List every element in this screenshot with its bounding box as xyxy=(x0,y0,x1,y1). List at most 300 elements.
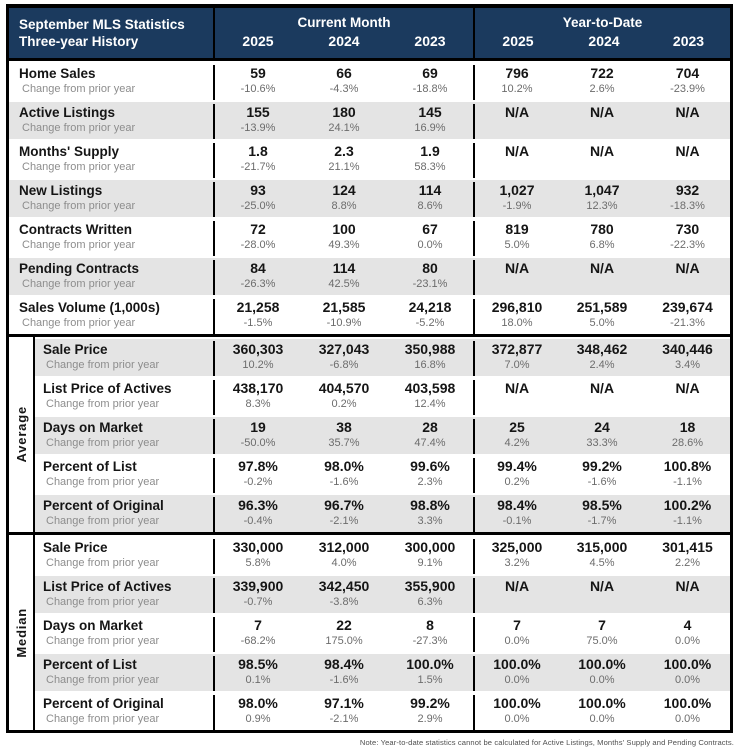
change-value: 10.2% xyxy=(501,83,533,95)
stat-value: 730 xyxy=(675,221,700,237)
stat-value: 99.2% xyxy=(410,695,450,711)
value-cell xyxy=(215,497,301,532)
value-cell xyxy=(645,539,730,574)
stat-value: 98.8% xyxy=(410,497,450,513)
stat-value: 18 xyxy=(679,419,696,435)
value-cell xyxy=(473,182,559,217)
group-rows xyxy=(35,337,730,532)
value-cell xyxy=(387,260,473,295)
value-cell xyxy=(301,695,387,730)
stat-value: 98.5% xyxy=(238,656,278,672)
row-label: Days on Market xyxy=(43,420,143,435)
row-label-cell xyxy=(9,221,215,256)
value-cell xyxy=(387,578,473,613)
year-to-date-years xyxy=(475,33,730,49)
change-value: -0.1% xyxy=(502,515,532,527)
row-label-cell xyxy=(9,65,215,100)
stat-value: N/A xyxy=(675,260,700,276)
table-header xyxy=(9,8,730,61)
group-average xyxy=(9,334,730,532)
change-value: -26.3% xyxy=(240,278,276,290)
value-cell xyxy=(215,260,301,295)
stat-value: 360,303 xyxy=(232,341,284,357)
change-from-prior-year-label: Change from prior year xyxy=(46,674,160,686)
stat-value: 796 xyxy=(505,65,529,81)
value-cell xyxy=(559,695,645,730)
value-cell xyxy=(215,458,301,493)
year-to-date-title: Year-to-Date xyxy=(562,15,643,30)
stat-value: 100 xyxy=(332,221,356,237)
change-value: 0.0% xyxy=(589,713,615,725)
stat-value: 348,462 xyxy=(576,341,628,357)
stat-value: 2.3 xyxy=(334,143,354,159)
stat-row xyxy=(35,493,730,532)
change-value: 12.3% xyxy=(586,200,618,212)
change-value: -1.5% xyxy=(243,317,273,329)
value-cell xyxy=(473,260,559,295)
change-value: 0.0% xyxy=(589,674,615,686)
change-value: -68.2% xyxy=(240,635,276,647)
change-value: -0.2% xyxy=(243,476,273,488)
report-title-line2: Three-year History xyxy=(19,34,139,49)
group-rows xyxy=(35,535,730,730)
value-cell xyxy=(301,143,387,178)
value-cell xyxy=(473,380,559,415)
change-value: 42.5% xyxy=(328,278,360,290)
stat-row xyxy=(35,652,730,691)
stat-value: 28 xyxy=(422,419,438,435)
value-cell xyxy=(645,497,730,532)
change-value: -28.0% xyxy=(240,239,276,251)
change-value: -3.8% xyxy=(329,596,359,608)
current-month-title: Current Month xyxy=(297,15,391,30)
change-value: -0.4% xyxy=(243,515,273,527)
row-label: Contracts Written xyxy=(19,222,133,237)
stat-value: 7 xyxy=(598,617,606,633)
change-value: -1.7% xyxy=(587,515,617,527)
report-title xyxy=(9,8,215,58)
change-value: -0.7% xyxy=(243,596,273,608)
stat-value: 98.0% xyxy=(324,458,364,474)
stat-value: 251,589 xyxy=(576,299,628,315)
value-cell xyxy=(215,617,301,652)
row-label-cell xyxy=(35,458,215,493)
value-cell xyxy=(559,419,645,454)
change-value: 0.1% xyxy=(245,674,271,686)
stat-value: 38 xyxy=(336,419,352,435)
group-median xyxy=(9,532,730,730)
table-body xyxy=(9,61,730,730)
stat-value: 100.8% xyxy=(663,458,712,474)
value-cell xyxy=(301,617,387,652)
stat-value: 296,810 xyxy=(491,299,543,315)
change-value: 2.4% xyxy=(589,359,615,371)
stat-value: 99.6% xyxy=(410,458,450,474)
stat-value: 100.0% xyxy=(578,656,626,672)
value-cell xyxy=(215,578,301,613)
stat-value: N/A xyxy=(675,143,700,159)
value-cell xyxy=(473,221,559,256)
stat-value: 145 xyxy=(418,104,442,120)
stat-value: N/A xyxy=(504,143,530,159)
value-cell xyxy=(473,104,559,139)
value-cell xyxy=(215,695,301,730)
stat-value: 8 xyxy=(426,617,434,633)
row-label-cell xyxy=(9,299,215,334)
stat-value: 97.8% xyxy=(238,458,278,474)
value-cell xyxy=(387,419,473,454)
change-value: -10.6% xyxy=(240,83,276,95)
row-label: Months' Supply xyxy=(19,144,119,159)
value-cell xyxy=(645,419,730,454)
stat-row xyxy=(9,256,730,295)
stat-value: 1.8 xyxy=(248,143,268,159)
stat-row xyxy=(9,217,730,256)
stat-value: 80 xyxy=(422,260,438,276)
change-from-prior-year-label: Change from prior year xyxy=(22,239,136,251)
change-value: -2.1% xyxy=(329,713,359,725)
stat-value: 100.0% xyxy=(663,695,712,711)
stat-value: 98.5% xyxy=(582,497,622,513)
change-value: 75.0% xyxy=(586,635,618,647)
stat-value: 100.0% xyxy=(493,695,541,711)
stat-value: 24 xyxy=(594,419,610,435)
stat-value: 25 xyxy=(509,419,525,435)
stat-value: 403,598 xyxy=(404,380,456,396)
change-value: 0.2% xyxy=(331,398,357,410)
change-value: -2.1% xyxy=(329,515,359,527)
stat-value: N/A xyxy=(504,104,530,120)
value-cell xyxy=(301,221,387,256)
change-value: 0.9% xyxy=(245,713,271,725)
change-value: 12.4% xyxy=(414,398,446,410)
year-to-date-header xyxy=(473,8,730,58)
stat-value: 438,170 xyxy=(232,380,284,396)
value-cell xyxy=(473,65,559,100)
value-cell xyxy=(559,65,645,100)
change-value: 0.2% xyxy=(504,476,530,488)
change-from-prior-year-label: Change from prior year xyxy=(22,317,136,329)
value-cell xyxy=(559,182,645,217)
value-cell xyxy=(473,539,559,574)
value-cell xyxy=(473,299,559,334)
change-from-prior-year-label: Change from prior year xyxy=(22,161,136,173)
value-cell xyxy=(559,497,645,532)
row-label: Sale Price xyxy=(43,342,108,357)
row-label: Days on Market xyxy=(43,618,143,633)
value-cell xyxy=(215,104,301,139)
row-label: List Price of Actives xyxy=(43,579,172,594)
stat-value: 99.2% xyxy=(582,458,622,474)
stat-value: N/A xyxy=(589,578,615,594)
change-value: -13.9% xyxy=(240,122,276,134)
row-label: New Listings xyxy=(19,183,103,198)
change-value: 4.5% xyxy=(589,557,615,569)
stat-row xyxy=(35,535,730,574)
value-cell xyxy=(215,539,301,574)
stat-value: 69 xyxy=(422,65,438,81)
change-value: 2.2% xyxy=(674,557,701,569)
value-cell xyxy=(301,419,387,454)
row-label: List Price of Actives xyxy=(43,381,172,396)
change-value: -6.8% xyxy=(329,359,359,371)
change-value: 7.0% xyxy=(504,359,530,371)
change-value: 33.3% xyxy=(586,437,618,449)
value-cell xyxy=(559,380,645,415)
row-label-cell xyxy=(9,104,215,139)
current-month-years xyxy=(215,33,473,49)
row-label-cell xyxy=(35,497,215,532)
value-cell xyxy=(301,341,387,376)
change-value: 3.3% xyxy=(417,515,443,527)
stat-value: 59 xyxy=(250,65,266,81)
change-value: 6.8% xyxy=(589,239,615,251)
change-value: 0.0% xyxy=(504,635,530,647)
stat-value: 325,000 xyxy=(491,539,543,555)
value-cell xyxy=(559,341,645,376)
row-label-cell xyxy=(9,143,215,178)
change-value: -1.6% xyxy=(587,476,617,488)
stat-value: 100.0% xyxy=(578,695,626,711)
value-cell xyxy=(559,617,645,652)
stat-value: 722 xyxy=(590,65,614,81)
change-value: -1.1% xyxy=(673,515,702,527)
change-value: 3.2% xyxy=(504,557,530,569)
stat-row xyxy=(35,691,730,730)
change-value: 18.0% xyxy=(501,317,533,329)
year-column-header: 2023 xyxy=(414,33,446,49)
change-value: 0.0% xyxy=(504,713,530,725)
value-cell xyxy=(559,458,645,493)
value-cell xyxy=(301,578,387,613)
stat-value: 98.0% xyxy=(238,695,278,711)
value-cell xyxy=(301,539,387,574)
stat-value: 301,415 xyxy=(662,539,713,555)
change-value: 2.6% xyxy=(589,83,615,95)
stat-value: N/A xyxy=(675,578,700,594)
change-value: 5.0% xyxy=(589,317,615,329)
row-label: Percent of Original xyxy=(43,696,164,711)
year-column-header: 2025 xyxy=(502,33,534,49)
value-cell xyxy=(387,617,473,652)
change-from-prior-year-label: Change from prior year xyxy=(22,200,136,212)
value-cell xyxy=(387,65,473,100)
value-cell xyxy=(473,419,559,454)
value-cell xyxy=(559,578,645,613)
stat-value: 124 xyxy=(332,182,356,198)
stat-value: 342,450 xyxy=(318,578,370,594)
stat-value: 155 xyxy=(246,104,270,120)
change-value: 58.3% xyxy=(414,161,446,173)
value-cell xyxy=(387,182,473,217)
change-value: 16.9% xyxy=(414,122,446,134)
stat-value: N/A xyxy=(675,104,700,120)
change-value: 24.1% xyxy=(328,122,360,134)
stat-value: 780 xyxy=(590,221,614,237)
row-label-cell xyxy=(35,617,215,652)
stat-value: 66 xyxy=(336,65,352,81)
stat-value: 96.3% xyxy=(238,497,278,513)
stat-row xyxy=(35,454,730,493)
row-label: Sale Price xyxy=(43,540,108,555)
change-value: 8.8% xyxy=(331,200,357,212)
change-from-prior-year-label: Change from prior year xyxy=(46,557,160,569)
value-cell xyxy=(215,656,301,691)
change-value: 5.8% xyxy=(245,557,271,569)
stat-value: 180 xyxy=(332,104,356,120)
value-cell xyxy=(301,104,387,139)
change-value: -1.1% xyxy=(673,476,702,488)
change-value: 0.0% xyxy=(504,674,530,686)
change-value: -1.9% xyxy=(502,200,532,212)
row-label: Percent of List xyxy=(43,459,137,474)
change-from-prior-year-label: Change from prior year xyxy=(46,635,160,647)
change-value: 35.7% xyxy=(328,437,360,449)
value-cell xyxy=(301,497,387,532)
value-cell xyxy=(387,458,473,493)
stat-value: N/A xyxy=(589,104,615,120)
stat-value: 114 xyxy=(418,182,442,198)
value-cell xyxy=(215,65,301,100)
value-cell xyxy=(645,65,730,100)
stat-value: 96.7% xyxy=(324,497,364,513)
stat-value: 300,000 xyxy=(404,539,456,555)
stat-value: 98.4% xyxy=(324,656,364,672)
main-rows-section xyxy=(9,61,730,334)
change-value: -27.3% xyxy=(412,635,448,647)
change-value: 0.0% xyxy=(674,635,701,647)
value-cell xyxy=(473,458,559,493)
stat-value: 704 xyxy=(675,65,700,81)
value-cell xyxy=(559,143,645,178)
change-value: -10.9% xyxy=(326,317,362,329)
value-cell xyxy=(645,656,730,691)
change-from-prior-year-label: Change from prior year xyxy=(46,515,160,527)
change-value: -22.3% xyxy=(670,239,705,251)
change-value: -18.8% xyxy=(412,83,448,95)
stat-value: 67 xyxy=(422,221,438,237)
change-value: 0.0% xyxy=(674,674,701,686)
stat-value: 350,988 xyxy=(404,341,456,357)
value-cell xyxy=(387,299,473,334)
value-cell xyxy=(301,380,387,415)
stat-row xyxy=(35,574,730,613)
value-cell xyxy=(301,656,387,691)
stat-row xyxy=(35,376,730,415)
row-label: Percent of Original xyxy=(43,498,164,513)
stat-value: N/A xyxy=(675,380,700,396)
row-label-cell xyxy=(9,182,215,217)
row-label-cell xyxy=(35,380,215,415)
stat-value: 7 xyxy=(254,617,262,633)
stat-value: 4 xyxy=(683,617,692,633)
change-from-prior-year-label: Change from prior year xyxy=(46,437,160,449)
change-value: -1.6% xyxy=(329,476,359,488)
value-cell xyxy=(645,341,730,376)
stat-value: 819 xyxy=(505,221,529,237)
stat-value: N/A xyxy=(504,578,530,594)
change-value: 8.3% xyxy=(245,398,271,410)
row-label: Sales Volume (1,000s) xyxy=(19,300,160,315)
stat-value: 932 xyxy=(675,182,700,198)
change-from-prior-year-label: Change from prior year xyxy=(46,596,160,608)
row-label-cell xyxy=(35,695,215,730)
stat-value: 100.0% xyxy=(493,656,541,672)
value-cell xyxy=(645,182,730,217)
value-cell xyxy=(645,143,730,178)
stat-value: 100.0% xyxy=(663,656,712,672)
value-cell xyxy=(645,695,730,730)
change-value: -23.9% xyxy=(670,83,705,95)
change-value: 2.9% xyxy=(417,713,443,725)
stat-value: 72 xyxy=(250,221,266,237)
change-from-prior-year-label: Change from prior year xyxy=(46,398,160,410)
stat-value: 1,047 xyxy=(584,182,620,198)
value-cell xyxy=(301,65,387,100)
value-cell xyxy=(301,299,387,334)
year-column-header: 2024 xyxy=(588,33,620,49)
value-cell xyxy=(559,656,645,691)
value-cell xyxy=(473,578,559,613)
stat-value: N/A xyxy=(589,143,615,159)
change-value: -23.1% xyxy=(412,278,448,290)
stat-value: 355,900 xyxy=(404,578,456,594)
year-column-header: 2024 xyxy=(328,33,360,49)
value-cell xyxy=(215,221,301,256)
stat-row xyxy=(35,415,730,454)
change-value: -25.0% xyxy=(240,200,276,212)
change-value: 175.0% xyxy=(325,635,363,647)
stat-value: 98.4% xyxy=(497,497,537,513)
stat-value: 372,877 xyxy=(491,341,543,357)
change-value: -18.3% xyxy=(670,200,705,212)
value-cell xyxy=(301,260,387,295)
stat-value: 19 xyxy=(250,419,266,435)
value-cell xyxy=(387,539,473,574)
stat-row xyxy=(9,61,730,100)
stat-value: 312,000 xyxy=(318,539,370,555)
value-cell xyxy=(559,299,645,334)
change-value: 3.4% xyxy=(674,359,701,371)
value-cell xyxy=(645,617,730,652)
value-cell xyxy=(387,341,473,376)
stat-value: 21,585 xyxy=(322,299,366,315)
stat-value: 340,446 xyxy=(662,341,713,357)
stat-value: 330,000 xyxy=(232,539,284,555)
change-value: 28.6% xyxy=(671,437,704,449)
stat-row xyxy=(35,337,730,376)
value-cell xyxy=(215,380,301,415)
change-value: -1.6% xyxy=(329,674,359,686)
value-cell xyxy=(645,458,730,493)
stat-value: 315,000 xyxy=(576,539,628,555)
stat-row xyxy=(9,178,730,217)
value-cell xyxy=(215,143,301,178)
change-value: 6.3% xyxy=(417,596,443,608)
stat-value: N/A xyxy=(589,260,615,276)
group-label: Average xyxy=(13,406,29,463)
change-value: -50.0% xyxy=(240,437,276,449)
change-value: 47.4% xyxy=(414,437,446,449)
value-cell xyxy=(215,182,301,217)
change-from-prior-year-label: Change from prior year xyxy=(22,122,136,134)
stat-row xyxy=(35,613,730,652)
stat-value: 404,570 xyxy=(318,380,370,396)
value-cell xyxy=(645,299,730,334)
stat-value: 239,674 xyxy=(662,299,713,315)
change-value: -21.7% xyxy=(240,161,276,173)
stat-value: 1,027 xyxy=(499,182,535,198)
